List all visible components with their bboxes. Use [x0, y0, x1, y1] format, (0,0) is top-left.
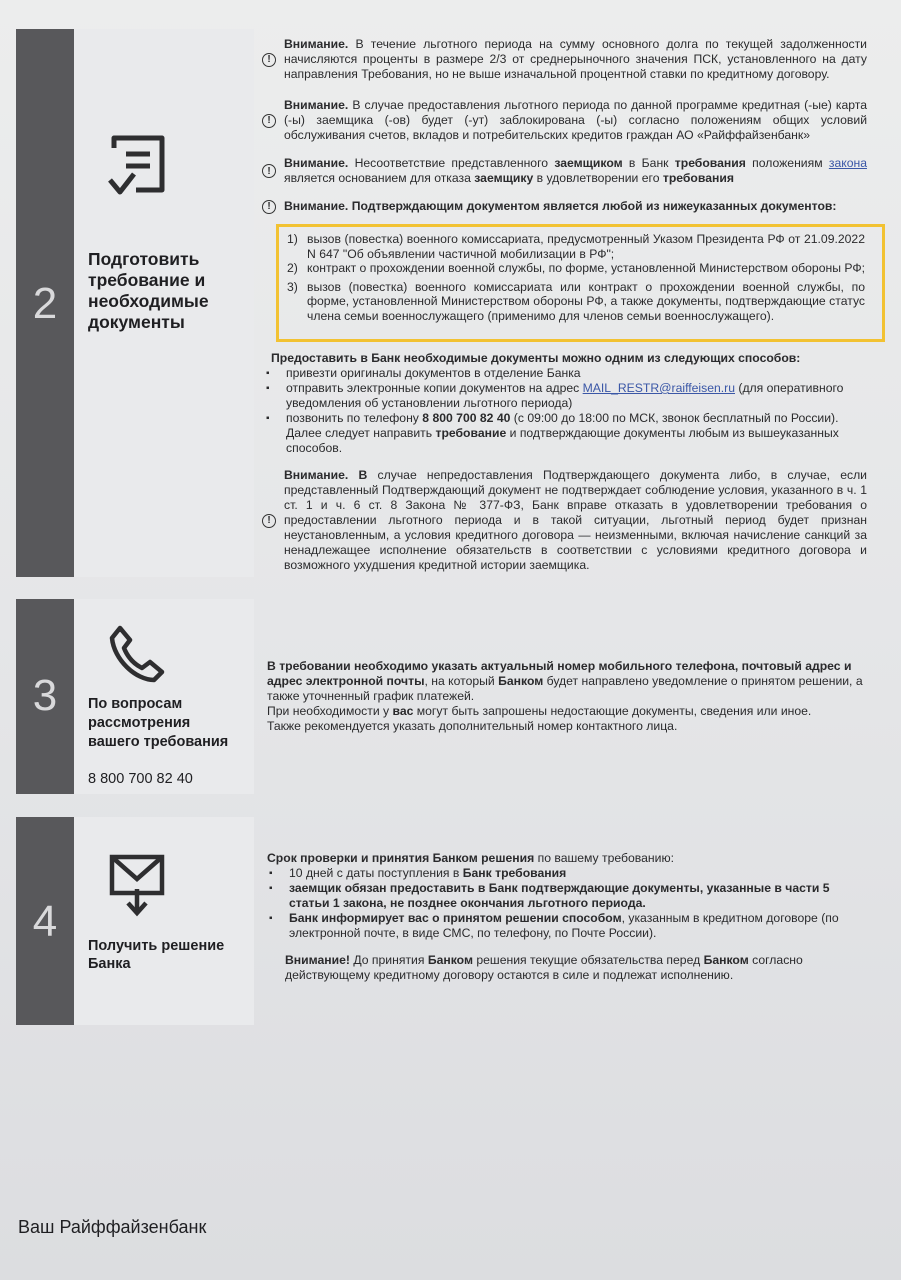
list-number: 3) — [287, 279, 298, 294]
note-title: Внимание! — [285, 953, 350, 967]
step-3-content — [267, 659, 865, 734]
paragraph-bold: В требовании необходимо указать актуальный номер мобильного телефона, почтовый адрес и адрес электронной почты — [267, 659, 852, 688]
note-text: решения текущие обязательства перед — [472, 953, 704, 967]
list-item — [267, 911, 865, 941]
step-4-note — [267, 953, 865, 983]
list-text: вызов (повестка) военного комиссариата или контракт о прохождении военной службы, по форме, установленной Министерством обороны РФ, а также документы, подтверждающие статус члена семьи военнослужащего (применимо для членов семьи военнослужащего). — [307, 279, 865, 323]
note-bold: Банком — [427, 953, 473, 967]
note-bold: Банком — [703, 953, 749, 967]
step-2-title: Подготовить требование и необходимые документы — [88, 249, 209, 332]
step-number: 2 — [32, 279, 58, 328]
step-number: 3 — [32, 671, 58, 720]
exclamation-icon: ! — [262, 514, 276, 528]
warning-5 — [262, 468, 867, 573]
exclamation-icon: ! — [262, 200, 276, 214]
warning-1 — [262, 37, 867, 82]
warning-text-bold: заемщику — [474, 171, 534, 185]
warning-text-bold: требования — [674, 156, 746, 170]
footer-signature: Ваш Райффайзенбанк — [18, 1217, 207, 1237]
document-check-icon — [106, 134, 170, 200]
phone-icon — [108, 624, 166, 684]
paragraph-text: по вашему требованию: — [534, 851, 674, 865]
step-4-title: Получить решение Банка — [88, 938, 225, 973]
step-3-title: По вопросам рассмотрения вашего требования — [88, 696, 229, 750]
list-text: привезти оригиналы документов в отделение Банка — [286, 366, 581, 380]
confirming-documents-list — [287, 232, 865, 323]
step-4-panel — [16, 817, 254, 1025]
warning-text: в удовлетворении его — [533, 171, 663, 185]
law-link[interactable]: закона — [828, 156, 867, 170]
list-text-bold: требование — [435, 426, 507, 440]
list-text: (с 09:00 до 18:00 по МСК, звонок бесплатный по России). Далее следует направить — [286, 411, 839, 440]
list-text: заемщик обязан предоставить в Банк подтверждающие документы, указанные в части 5 статьи 1 закона, не позднее окончания льготного периода. — [289, 881, 830, 910]
warning-text: Несоответствие представленного — [348, 156, 555, 170]
list-item — [264, 366, 866, 381]
list-text: и подтверждающие документы любым из вышеуказанных способов. — [286, 426, 839, 455]
list-item — [267, 866, 865, 881]
list-text-bold: Банк информирует вас о принятом решении способом — [289, 911, 622, 925]
list-text: отправить электронные копии документов на адрес — [286, 381, 583, 395]
step-3-panel — [16, 599, 254, 794]
paragraph-text: При необходимости у — [267, 704, 393, 718]
submit-heading: Предоставить в Банк необходимые документы можно одним из следующих способов: — [271, 351, 801, 365]
list-item — [267, 881, 865, 911]
step-4-content — [267, 851, 865, 983]
warning-4 — [262, 199, 867, 214]
exclamation-icon: ! — [262, 114, 276, 128]
list-number: 1) — [287, 232, 298, 246]
warning-text: Внимание. Подтверждающим документом является любой из нижеуказанных документов: — [284, 199, 837, 213]
paragraph-text: , на который — [424, 674, 499, 688]
list-item — [287, 280, 865, 324]
phone-number: 8 800 700 82 40 — [422, 411, 511, 425]
warning-text: является основанием для отказа — [284, 171, 475, 185]
warning-text: В случае предоставления льготного периода по данной программе кредитная (-ые) карта (-ы) заемщика (-ов) будет (-ут) заблокирована (-ы) согласно положениям общих условий обслуживания счетов, вкладов и потребительских кредитов граждан АО «Райффайзенбанк» — [284, 98, 867, 142]
warning-title: Внимание. — [284, 98, 349, 112]
paragraph-text: будет направлено уведомление о принятом решении, а также уточненный график платежей. — [267, 674, 863, 703]
list-item — [264, 381, 866, 411]
paragraph-bold: Срок проверки и принятия Банком решения — [267, 851, 535, 865]
warning-text: в Банк — [622, 156, 675, 170]
list-text-bold: Банк требования — [462, 866, 567, 880]
list-text: (для оперативного уведомления об установлении льготного периода) — [286, 381, 844, 410]
submit-methods — [271, 351, 866, 456]
paragraph-bold: вас — [392, 704, 414, 718]
warning-text: случае непредоставления Подтверждающего документа либо, в случае, если представленный Подтверждающий документ не подтверждает соблюдение условия, указанного в ч. 1 ст. 1 и ч. 6 ст. 8 Закона № 377-ФЗ, Банк вправе отказать в удовлетворении требования о предоставлении льготного периода и в такой ситуации, льготный период будет признан неустановленным, а условия кредитного договора — неизменными, включая начисление санкций за ненадлежащее исполнение обязательств в соответствии с условиями кредитного договора и возможного ухудшения кредитной истории заемщика. — [284, 468, 867, 572]
warning-title: Внимание. — [284, 156, 349, 170]
warning-3 — [262, 156, 867, 186]
email-link[interactable]: MAIL_RESTR@raiffeisen.ru — [582, 381, 735, 395]
paragraph-text: могут быть запрошены недостающие документы, сведения или иное. — [413, 704, 812, 718]
list-text: 10 дней с даты поступления в — [289, 866, 463, 880]
list-item — [287, 261, 865, 276]
list-number: 2) — [287, 261, 298, 275]
paragraph-bold: Банком — [498, 674, 544, 688]
paragraph-text: Также рекомендуется указать дополнительный номер контактного лица. — [267, 719, 678, 733]
step-3-phone: 8 800 700 82 40 — [88, 771, 193, 787]
warning-text-bold: требования — [662, 171, 734, 185]
warning-text: В течение льготного периода на сумму основного долга по текущей задолженности начисляются проценты в размере 2/3 от среднерыночного значения ПСК, установленного на дату направления Требования, но не выше изначальной процентной ставки по кредитному договору. — [284, 37, 867, 81]
list-text: позвонить по телефону — [286, 411, 423, 425]
list-text: , указанным в кредитном договоре (по электронной почте, в виде СМС, по телефону, по Почте России). — [289, 911, 839, 940]
exclamation-icon: ! — [262, 53, 276, 67]
warning-2 — [262, 98, 867, 143]
note-text: согласно действующему кредитному договору остаются в силе и подлежат исполнению. — [285, 953, 803, 982]
list-item — [287, 232, 865, 261]
warning-title: Внимание. — [284, 37, 349, 51]
exclamation-icon: ! — [262, 164, 276, 178]
step-number: 4 — [32, 897, 58, 946]
note-text: До принятия — [349, 953, 428, 967]
list-text: вызов (повестка) военного комиссариата, предусмотренный Указом Президента РФ от 21.09.2022 N 647 "Об объявлении частичной мобилизации в РФ"; — [307, 232, 865, 261]
step-2-panel — [16, 29, 254, 577]
mail-download-icon — [108, 853, 166, 917]
warning-text-bold: заемщиком — [554, 156, 623, 170]
list-item — [264, 411, 866, 456]
list-text: контракт о прохождении военной службы, по форме, установленной Министерством обороны РФ; — [307, 261, 866, 275]
warning-text: положениям — [745, 156, 829, 170]
warning-title: Внимание. В — [284, 468, 368, 482]
